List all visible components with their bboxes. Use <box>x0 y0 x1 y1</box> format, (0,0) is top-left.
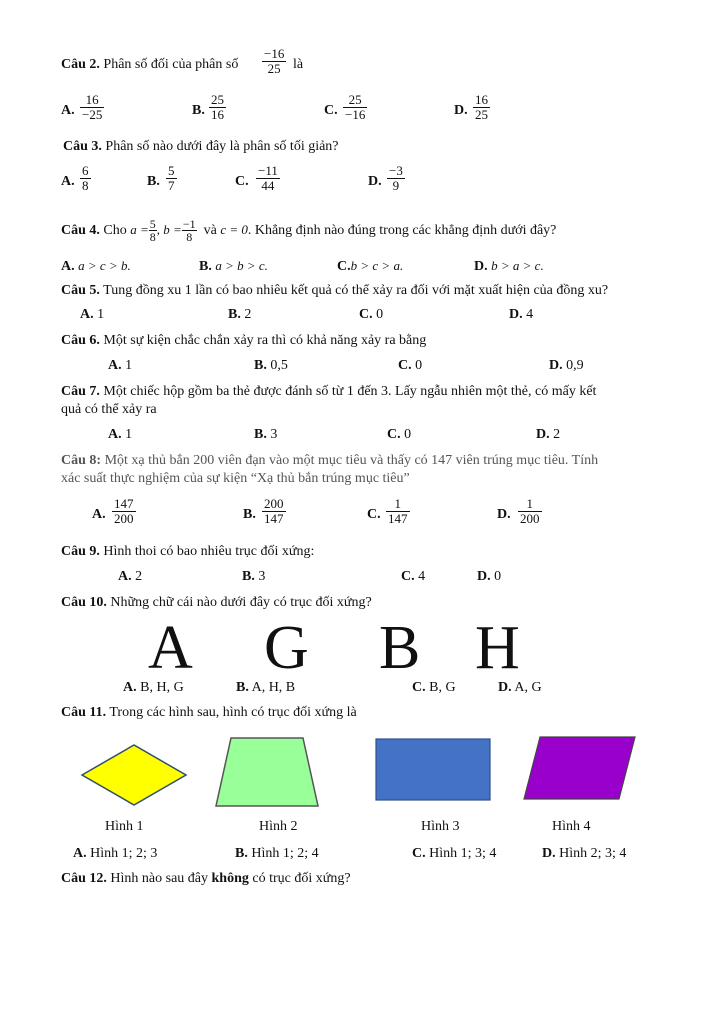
question-label: Câu 10. <box>61 595 107 610</box>
conjunction: và <box>203 223 217 238</box>
question-8-line-1 <box>61 452 598 469</box>
option-d: D. Hình 2; 3; 4 <box>542 846 627 861</box>
option-d-label: D. <box>454 103 468 118</box>
question-9 <box>61 543 314 560</box>
option-c-label: C. <box>367 507 381 522</box>
option-b: B. a > b > c. <box>199 258 268 274</box>
option-c-label: C. <box>235 174 249 189</box>
option-b-label: B. <box>243 507 256 522</box>
question-label: Câu 9. <box>61 544 100 559</box>
question-text: Tung đồng xu 1 lần có bao nhiêu kết quả có thể xảy ra đối với mặt xuất hiện của đồng xu? <box>103 283 609 298</box>
option-b-fraction: $\frac{200}{147}$ <box>264 496 284 526</box>
option-a: A. a > c > b. <box>61 258 131 274</box>
question-text: Hình nào sau đây <box>110 871 208 886</box>
question-text: Hình thoi có bao nhiêu trục đối xứng: <box>103 544 315 559</box>
option-b: B. 3 <box>242 569 266 584</box>
option-a: A. B, H, G <box>123 680 184 695</box>
option-a: A. 1 <box>80 307 105 322</box>
question-text: Một sự kiện chắc chắn xảy ra thì có khả năng xảy ra bằng <box>103 333 427 348</box>
option-b: B. A, H, B <box>236 680 296 695</box>
option-b: B. 2 <box>228 307 252 322</box>
option-b-label: B. <box>192 103 205 118</box>
rhombus-shape <box>82 745 186 805</box>
option-c: C. Hình 1; 3; 4 <box>412 846 497 861</box>
option-a: A. 2 <box>118 569 143 584</box>
option-a-label: A. <box>61 174 75 189</box>
question-7-line-2: quả có thể xảy ra <box>61 402 157 417</box>
option-a: A. 1 <box>108 358 133 373</box>
question-12 <box>61 870 351 887</box>
question-4 <box>61 215 556 246</box>
math-a: a = <box>130 222 149 237</box>
option-a-fraction: $\frac{16}{-25}$ <box>82 92 103 122</box>
option-c: C. 0 <box>387 427 412 442</box>
option-d-fraction: $\frac{16}{25}$ <box>475 92 488 122</box>
caption-4: Hình 4 <box>552 819 591 834</box>
question-text: Phân số đối của phân số <box>103 57 239 72</box>
math-b: , b = <box>156 222 182 237</box>
caption-1: Hình 1 <box>105 819 144 834</box>
question-text: Phân số nào dưới đây là phân số tối giản? <box>105 139 339 154</box>
parallelogram-shape <box>524 737 635 799</box>
option-d-label: D. <box>368 174 382 189</box>
question-3 <box>63 138 339 155</box>
question-text: . Khẳng định nào đúng trong các khẳng định dưới đây? <box>247 223 557 238</box>
question-label: Câu 12. <box>61 871 107 886</box>
option-c-label: C. <box>324 103 338 118</box>
letter-b: B <box>379 614 421 682</box>
option-b-fraction: $\frac{25}{16}$ <box>211 92 224 122</box>
fraction: $\frac{5}{8}$ <box>149 217 156 245</box>
question-2 <box>61 56 238 73</box>
question-text: Cho <box>103 223 127 238</box>
question-label: Câu 11. <box>61 705 107 720</box>
option-d: D. 4 <box>509 307 534 322</box>
option-c: C. 0 <box>398 358 423 373</box>
letter-a: A <box>148 614 193 682</box>
fraction: $\frac{-1}{8}$ <box>182 217 196 245</box>
option-d: D. A, G <box>498 680 542 695</box>
question-text-tail: có trục đối xứng? <box>252 871 351 886</box>
option-c-fraction: $\frac{1}{147}$ <box>388 496 408 526</box>
option-a: A. Hình 1; 2; 3 <box>73 846 158 861</box>
option-d-label: D. <box>497 507 511 522</box>
option-d-fraction: $\frac{1}{200}$ <box>520 496 540 526</box>
option-d: D. 0,9 <box>549 358 584 373</box>
question-10 <box>61 594 372 611</box>
question-label: Câu 2. <box>61 57 100 72</box>
option-c: C. 0 <box>359 307 384 322</box>
option-a: A. 1 <box>108 427 133 442</box>
question-7-line-1 <box>61 383 596 400</box>
rectangle-shape <box>376 739 490 800</box>
question-11 <box>61 704 357 721</box>
option-a-label: A. <box>61 103 75 118</box>
question-text: Một chiếc hộp gồm ba thẻ được đánh số từ 1 đến 3. Lấy ngẫu nhiên một thẻ, có mấy kết <box>103 384 597 399</box>
option-d: D. 2 <box>536 427 561 442</box>
question-text-tail: là <box>293 57 304 72</box>
option-c: C. 4 <box>401 569 426 584</box>
question-6 <box>61 332 426 349</box>
math-c: c = 0 <box>220 222 248 237</box>
question-label: Câu 3. <box>63 139 102 154</box>
option-b: B. 0,5 <box>254 358 288 373</box>
letter-h: H <box>475 614 520 682</box>
option-c-fraction: $\frac{-11}{44}$ <box>258 163 278 193</box>
option-d: D. 0 <box>477 569 502 584</box>
caption-2: Hình 2 <box>259 819 298 834</box>
emphasis-text: không <box>211 871 249 886</box>
option-c: C. B, G <box>412 680 456 695</box>
option-c-fraction: $\frac{25}{-16}$ <box>345 92 366 122</box>
option-a-label: A. <box>92 507 106 522</box>
question-text: Trong các hình sau, hình có trục đối xứng là <box>109 705 357 720</box>
option-c: C.b > c > a. <box>337 258 404 274</box>
question-label: Câu 6. <box>61 333 100 348</box>
option-a-fraction: $\frac{6}{8}$ <box>82 163 89 193</box>
question-label: Câu 4. <box>61 223 100 238</box>
caption-3: Hình 3 <box>421 819 460 834</box>
shapes-figure <box>0 730 724 814</box>
option-b-fraction: $\frac{5}{7}$ <box>168 163 175 193</box>
question-text: Những chữ cái nào dưới đây có trục đối xứng? <box>110 595 372 610</box>
option-b: B. 3 <box>254 427 278 442</box>
letter-g: G <box>264 614 309 682</box>
question-8-line-2: xác suất thực nghiệm của sự kiện “Xạ thủ bắn trúng mục tiêu” <box>61 471 410 486</box>
option-b-label: B. <box>147 174 160 189</box>
option-b: B. Hình 1; 2; 4 <box>235 846 319 861</box>
question-text: Một xạ thủ bắn 200 viên đạn vào một mục tiêu và thấy có 147 viên trúng mục tiêu. Tính <box>104 453 599 468</box>
question-label: Câu 7. <box>61 384 100 399</box>
question-label: Câu 5. <box>61 283 100 298</box>
question-5 <box>61 282 608 299</box>
option-a-fraction: $\frac{147}{200}$ <box>114 496 134 526</box>
question-label: Câu 8: <box>61 453 102 468</box>
fraction: $\frac{-16}{25}$ <box>264 46 285 76</box>
trapezoid-shape <box>216 738 318 806</box>
option-d: D. b > a > c. <box>474 258 544 274</box>
option-d-fraction: $\frac{-3}{9}$ <box>389 163 403 193</box>
